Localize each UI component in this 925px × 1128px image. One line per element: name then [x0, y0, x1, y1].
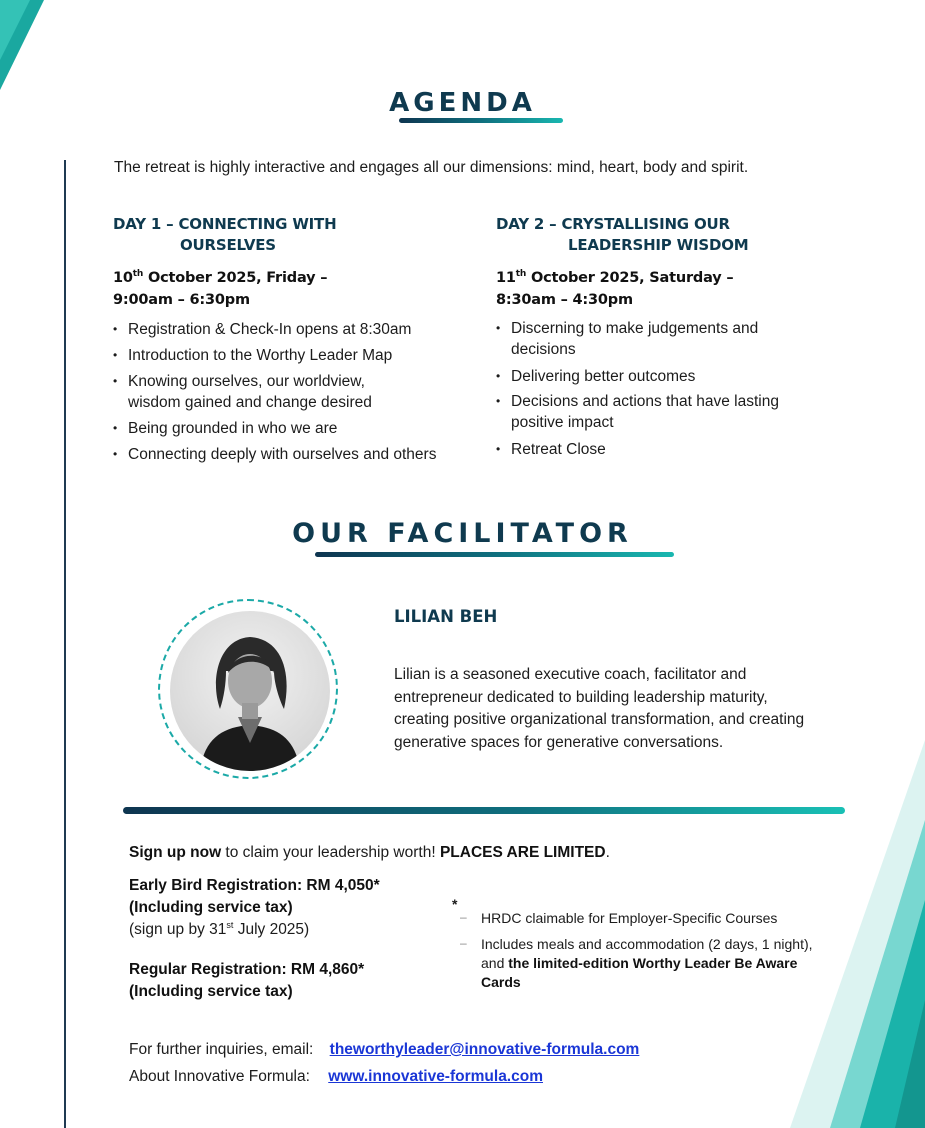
day1-list — [113, 319, 458, 465]
note-meals — [458, 935, 838, 992]
day1-heading-line1: DAY 1 – CONNECTING WITH — [113, 215, 337, 233]
list-item: • Connecting deeply with ourselves and others — [113, 444, 448, 465]
day1-date — [113, 267, 327, 311]
early-bird-registration — [129, 875, 380, 941]
day2-heading-line1: DAY 2 – CRYSTALLISING OUR — [496, 215, 730, 233]
note-hrdc: – HRDC claimable for Employer-Specific Courses — [458, 909, 838, 928]
day1-heading — [113, 214, 336, 256]
email-label: For further inquiries, email: — [129, 1041, 314, 1058]
signup-mid: to claim your leadership worth! — [221, 844, 440, 861]
agenda-title-underline — [399, 118, 563, 123]
early-bird-note-post: July 2025) — [233, 921, 310, 938]
registration-notes — [458, 909, 838, 999]
about-line — [129, 1068, 543, 1086]
list-item: • Decisions and actions that have lasting positive impact — [496, 391, 831, 433]
day2-date-rest: October 2025, Saturday – — [526, 270, 734, 286]
signup-line — [129, 844, 610, 862]
places-limited: PLACES ARE LIMITED — [439, 844, 606, 861]
list-item: • Being grounded in who we are — [113, 418, 458, 439]
list-item: • Introduction to the Worthy Leader Map — [113, 345, 458, 366]
list-item: • Discerning to make judgements and decisions — [496, 318, 811, 360]
agenda-title: AGENDA — [389, 88, 536, 118]
list-item: • Retreat Close — [496, 439, 826, 460]
day2-list — [496, 318, 826, 460]
regular-price: Regular Registration: RM 4,860* — [129, 961, 365, 978]
facilitator-photo — [170, 611, 330, 771]
day1-time: 9:00am – 6:30pm — [113, 292, 250, 308]
notes-asterisk: * — [452, 896, 458, 912]
regular-tax: (Including service tax) — [129, 983, 293, 1000]
early-bird-note-sup: st — [226, 920, 234, 930]
section-divider — [123, 807, 845, 814]
day1-heading-line2: OURSELVES — [180, 236, 276, 254]
person-silhouette-icon — [170, 611, 330, 771]
website-link[interactable]: www.innovative-formula.com — [328, 1068, 543, 1085]
early-bird-note-pre: (sign up by 31 — [129, 921, 227, 938]
day2-time: 8:30am – 4:30pm — [496, 292, 633, 308]
about-label: About Innovative Formula: — [129, 1068, 310, 1085]
agenda-intro: The retreat is highly interactive and engages all our dimensions: mind, heart, body and spirit. — [114, 159, 749, 176]
day2-heading — [496, 214, 748, 256]
signup-bold: Sign up now — [129, 844, 222, 861]
signup-end: . — [605, 844, 610, 861]
day2-date-suffix: th — [515, 269, 527, 279]
early-bird-price: Early Bird Registration: RM 4,050* — [129, 877, 380, 894]
day1-date-day: 10 — [113, 270, 133, 286]
note-meals-bold: the limited-edition Worthy Leader Be Aware Cards — [481, 955, 798, 990]
email-line — [129, 1041, 639, 1059]
left-rule — [64, 160, 66, 1128]
day1-date-rest: October 2025, Friday – — [143, 270, 328, 286]
regular-registration — [129, 959, 364, 1003]
facilitator-title-underline — [315, 552, 674, 557]
list-item: • Delivering better outcomes — [496, 366, 826, 387]
day2-date-day: 11 — [496, 270, 516, 286]
day1-date-suffix: th — [132, 269, 144, 279]
facilitator-bio: Lilian is a seasoned executive coach, facilitator and entrepreneur dedicated to building leadership maturity, creating positive organizational transformation, and creating generative spaces for generative conversations. — [394, 666, 805, 751]
facilitator-name: LILIAN BEH — [394, 607, 498, 626]
day2-heading-line2: LEADERSHIP WISDOM — [568, 236, 749, 254]
note-meals-text: Includes meals and accommodation (2 days, 1 night), and — [481, 936, 813, 971]
day2-date — [496, 267, 733, 311]
email-link[interactable]: theworthyleader@innovative-formula.com — [329, 1041, 640, 1058]
list-item: • Knowing ourselves, our worldview, wisdom gained and change desired — [113, 371, 418, 413]
facilitator-title: OUR FACILITATOR — [292, 518, 633, 549]
list-item: • Registration & Check-In opens at 8:30am — [113, 319, 458, 340]
early-bird-tax: (Including service tax) — [129, 899, 293, 916]
